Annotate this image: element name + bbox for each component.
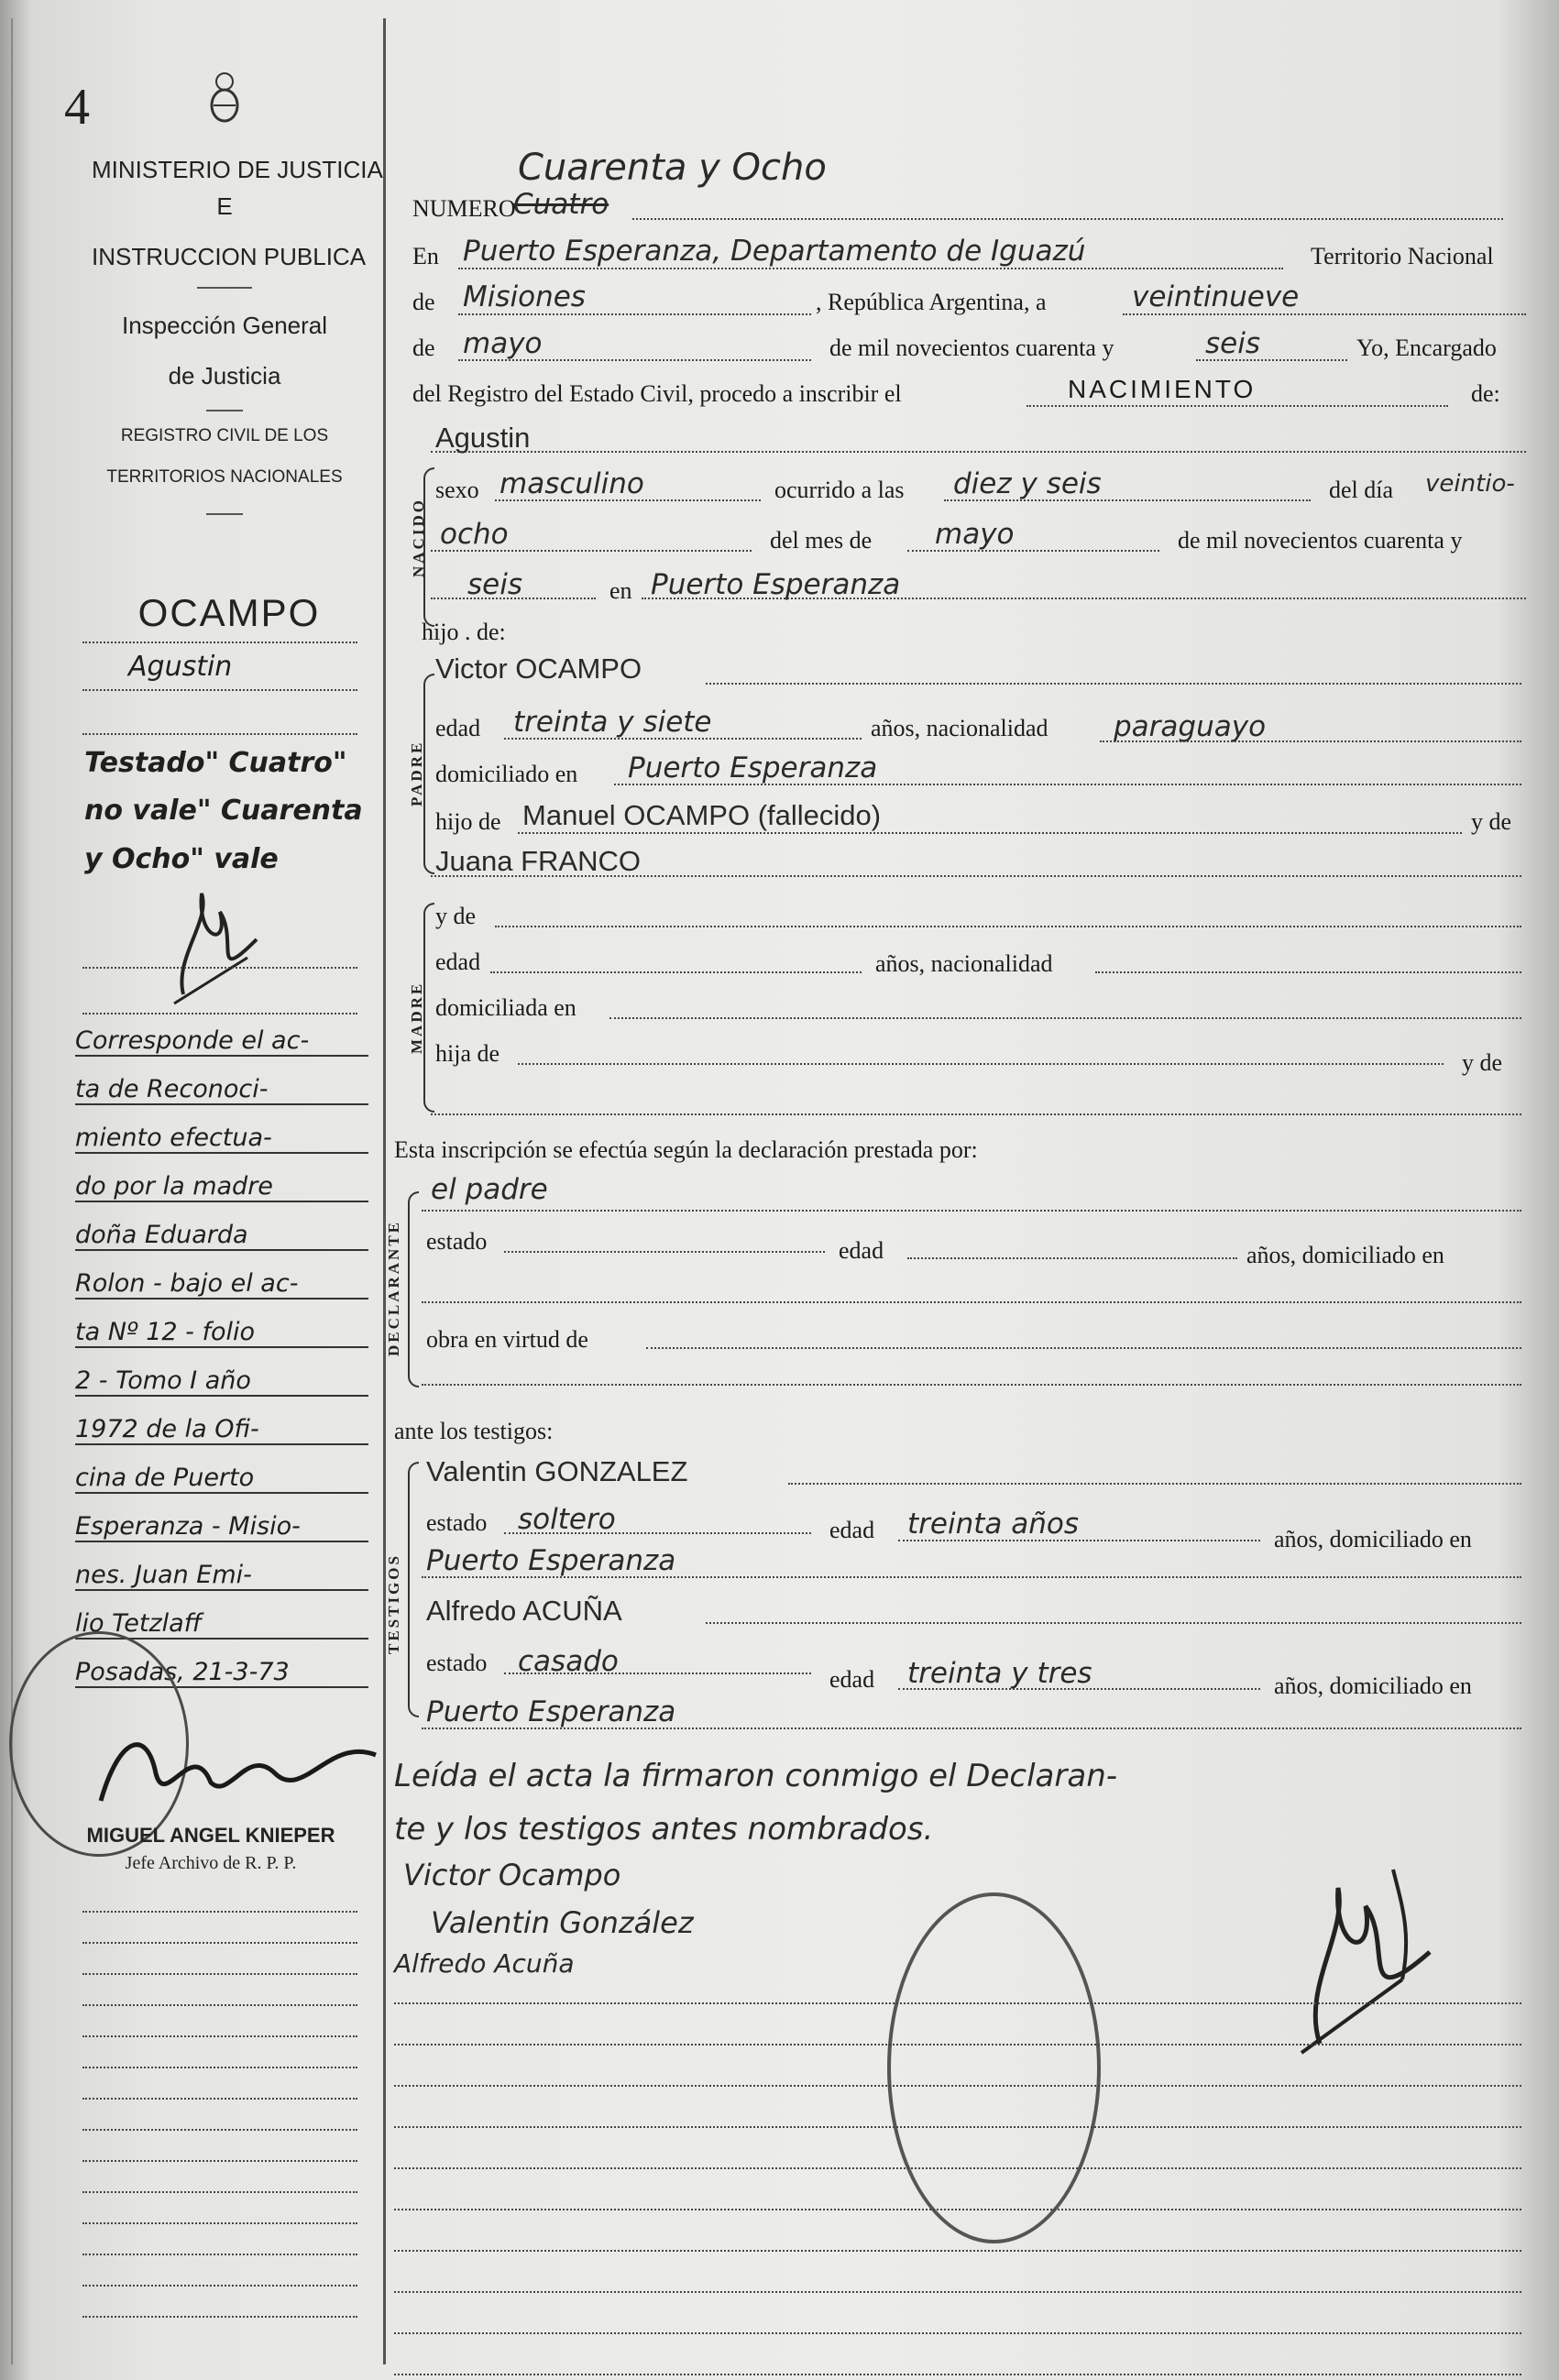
form-label: de mil novecientos cuarenta y	[1178, 527, 1463, 554]
ministry-line1: MINISTERIO DE JUSTICIA	[92, 156, 383, 183]
form-rule	[394, 2167, 1521, 2169]
sidebar-rule	[82, 2222, 357, 2224]
registry-office-stamp	[887, 1892, 1101, 2243]
sidebar-divider	[383, 18, 386, 2364]
marginal-note-line: Esperanza - Misio-	[75, 1512, 368, 1542]
left-edge-rule	[11, 18, 13, 2364]
form-label: de	[412, 335, 435, 361]
marginal-note-line: Posadas, 21-3-73	[75, 1658, 368, 1688]
official-name: MIGUEL ANGEL KNIEPER	[86, 1824, 335, 1847]
form-rule	[458, 313, 811, 315]
ministry-line2: E	[216, 192, 233, 220]
declarant-name: el padre	[431, 1173, 548, 1206]
form-label: estado	[426, 1509, 488, 1536]
section-brace	[423, 467, 434, 627]
form-rule	[504, 1251, 825, 1253]
form-rule	[1196, 359, 1347, 361]
form-rule	[495, 499, 761, 501]
number-label: NUMERO	[412, 195, 516, 222]
marginal-note-line: nes. Juan Emi-	[75, 1561, 368, 1591]
form-label: sexo	[435, 477, 479, 503]
official-title: Jefe Archivo de R. P. P.	[125, 1853, 297, 1873]
form-label: ocurrido a las	[774, 477, 905, 503]
act-number-value: Cuarenta y Ocho	[518, 147, 827, 189]
form-label: del día	[1329, 477, 1394, 503]
father-name: Victor OCAMPO	[435, 653, 642, 685]
province: Misiones	[463, 280, 586, 313]
sidebar-note-line: no vale" Cuarenta	[84, 795, 363, 827]
marginal-note-line: Corresponde el ac-	[75, 1026, 368, 1057]
form-label: , República Argentina, a	[816, 289, 1047, 315]
registry-year: seis	[1205, 327, 1260, 360]
act-number-struck: Cuatro	[513, 188, 609, 221]
form-label: y de	[1471, 808, 1512, 835]
form-label: estado	[426, 1228, 488, 1255]
sidebar-rule	[82, 2004, 357, 2006]
form-rule	[431, 598, 596, 599]
form-rule	[1095, 971, 1521, 973]
sidebar-rule	[82, 2035, 357, 2037]
form-rule	[504, 1532, 811, 1534]
form-label: de	[412, 289, 435, 315]
form-label: de:	[1471, 380, 1500, 407]
form-rule	[646, 1347, 1521, 1349]
sidebar-rule	[82, 2160, 357, 2162]
form-label: edad	[435, 949, 481, 975]
sidebar-rule	[82, 2067, 357, 2068]
form-rule	[706, 1622, 1521, 1624]
section-padre-label: PADRE	[408, 740, 425, 806]
form-rule	[1100, 740, 1521, 742]
form-rule	[431, 1113, 1521, 1115]
registrar-signature-icon	[1265, 1851, 1448, 2062]
official-signature-icon	[92, 1718, 385, 1819]
sidebar-separator	[206, 410, 243, 411]
inspection-line2: de Justicia	[168, 362, 281, 389]
form-rule	[422, 1576, 1521, 1578]
marginal-note-line: do por la madre	[75, 1172, 368, 1202]
birth-hour: diez y seis	[953, 467, 1102, 500]
sidebar-note-line: y Ocho" vale	[84, 843, 279, 875]
witness2-name: Alfredo ACUÑA	[426, 1595, 622, 1627]
form-rule	[422, 1210, 1521, 1212]
form-rule	[898, 1540, 1260, 1541]
form-rule	[1027, 405, 1448, 407]
sidebar-separator	[206, 513, 243, 515]
sidebar-rule	[82, 967, 357, 969]
form-rule	[907, 1257, 1237, 1259]
marginal-note-line: doña Eduarda	[75, 1221, 368, 1251]
marginal-note-line: lio Tetzlaff	[75, 1609, 368, 1640]
form-rule	[898, 1688, 1260, 1690]
sidebar-surname: OCAMPO	[137, 591, 321, 634]
witness2-status: casado	[518, 1645, 619, 1678]
form-rule	[431, 550, 752, 552]
signature-witness2: Alfredo Acuña	[394, 1948, 575, 1979]
section-brace	[423, 903, 434, 1113]
form-rule	[504, 1673, 811, 1674]
form-rule	[1123, 313, 1526, 315]
form-rule	[632, 218, 1503, 220]
sidebar-rule	[82, 2191, 357, 2193]
form-label: años, domiciliado en	[1274, 1673, 1472, 1699]
section-madre-label: MADRE	[408, 981, 425, 1054]
marginal-note-line: miento efectua-	[75, 1124, 368, 1154]
form-rule	[431, 451, 1526, 453]
form-rule	[394, 2374, 1521, 2375]
section-brace	[408, 1462, 419, 1717]
form-label: En	[412, 243, 439, 269]
form-rule	[706, 683, 1521, 685]
sidebar-rule	[82, 1973, 357, 1975]
form-rule	[518, 1063, 1444, 1065]
form-label: domiciliada en	[435, 994, 576, 1021]
witness1-name: Valentin GONZALEZ	[426, 1455, 688, 1487]
form-label: hija de	[435, 1040, 500, 1067]
witness1-age: treinta años	[907, 1508, 1079, 1541]
registry-line1: REGISTRO CIVIL DE LOS	[120, 426, 329, 445]
section-declarante-label: DECLARANTE	[385, 1219, 402, 1356]
form-label: años, domiciliado en	[1274, 1526, 1472, 1552]
form-rule	[609, 1017, 1521, 1019]
signature-witness1: Valentin González	[431, 1905, 694, 1940]
form-rule	[490, 971, 862, 973]
sidebar-note-line: Testado" Cuatro"	[84, 747, 347, 779]
sidebar-rule	[82, 689, 357, 691]
form-label: años, nacionalidad	[875, 950, 1053, 977]
form-label: en	[609, 577, 632, 604]
registry-day: veintinueve	[1132, 280, 1300, 313]
form-rule	[394, 2291, 1521, 2293]
witness2-age: treinta y tres	[907, 1657, 1092, 1690]
sidebar-rule	[82, 733, 357, 735]
signature-declarant: Victor Ocampo	[403, 1858, 621, 1892]
form-rule	[394, 2250, 1521, 2252]
witnesses-intro: ante los testigos:	[394, 1418, 554, 1444]
section-brace	[423, 674, 434, 874]
sidebar-separator	[197, 287, 252, 289]
ministry-line3: INSTRUCCION PUBLICA	[92, 243, 367, 270]
form-rule	[394, 2002, 1521, 2004]
page-number: 4	[64, 79, 90, 136]
sidebar-rule	[82, 2285, 357, 2287]
sidebar-rule	[82, 1942, 357, 1944]
registry-place: Puerto Esperanza, Departamento de Iguazú	[463, 235, 1086, 268]
marginal-note-line: Rolon - bajo el ac-	[75, 1269, 368, 1300]
father-age: treinta y siete	[513, 706, 712, 739]
section-nacido-label: NACIDO	[410, 498, 427, 577]
paternal-grandmother: Juana FRANCO	[435, 845, 641, 877]
form-label: años, nacionalidad	[871, 715, 1048, 741]
form-rule	[431, 875, 1521, 877]
marginal-note-line: cina de Puerto	[75, 1464, 368, 1494]
sidebar-rule	[82, 2129, 357, 2131]
sidebar-given-name: Agustin	[128, 651, 233, 683]
witness1-status: soltero	[518, 1503, 616, 1536]
marginal-note-line: 2 - Tomo I año	[75, 1366, 368, 1397]
form-label: hijo de	[435, 808, 501, 835]
form-label: del mes de	[770, 527, 873, 554]
form-label: años, domiciliado en	[1246, 1242, 1444, 1268]
marginal-note-line: ta de Reconoci-	[75, 1075, 368, 1105]
form-rule	[422, 1727, 1521, 1729]
form-label: y de	[435, 903, 477, 929]
witness2-domicile: Puerto Esperanza	[426, 1695, 676, 1728]
form-rule	[394, 2085, 1521, 2087]
registry-month: mayo	[463, 327, 543, 360]
form-label: del Registro del Estado Civil, procedo a inscribir el	[412, 380, 902, 407]
form-rule	[394, 2126, 1521, 2128]
form-rule	[458, 359, 811, 361]
witness1-domicile: Puerto Esperanza	[426, 1544, 676, 1577]
sidebar-rule	[82, 1013, 357, 1015]
form-rule	[944, 499, 1311, 501]
paternal-grandfather: Manuel OCAMPO (fallecido)	[522, 799, 882, 831]
form-label: estado	[426, 1650, 488, 1676]
declarant-intro: Esta inscripción se efectúa según la declaración prestada por:	[394, 1136, 978, 1163]
form-rule	[518, 832, 1462, 834]
closing-line2: te y los testigos antes nombrados.	[394, 1811, 934, 1848]
child-sex: masculino	[500, 467, 644, 500]
form-label: domiciliado en	[435, 761, 578, 787]
form-label: hijo . de:	[422, 619, 506, 645]
form-rule	[422, 1384, 1521, 1386]
form-rule	[642, 598, 1526, 599]
section-testigos-label: TESTIGOS	[385, 1553, 402, 1654]
birth-day-part1: veintio-	[1425, 470, 1515, 498]
form-label: Yo, Encargado	[1356, 335, 1497, 361]
form-rule	[907, 550, 1159, 552]
closing-line1: Leída el acta la firmaron conmigo el Declaran-	[394, 1758, 1118, 1794]
sidebar-signature-icon	[156, 884, 266, 1013]
form-rule	[504, 738, 862, 740]
form-rule	[394, 2044, 1521, 2045]
birth-place: Puerto Esperanza	[651, 568, 901, 601]
birth-year: seis	[467, 568, 522, 601]
form-rule	[394, 2332, 1521, 2334]
form-rule	[394, 2209, 1521, 2210]
coat-of-arms-icon	[206, 69, 243, 124]
sidebar-rule	[82, 642, 357, 643]
sidebar-rule	[82, 2254, 357, 2255]
form-label: edad	[829, 1517, 875, 1543]
sidebar-rule	[82, 2316, 357, 2318]
birth-day-part2: ocho	[440, 518, 509, 551]
inspection-line1: Inspección General	[121, 312, 328, 339]
form-label: edad	[435, 715, 481, 741]
sidebar-rule	[82, 1911, 357, 1913]
sidebar-rule	[82, 2098, 357, 2100]
marginal-note-line: ta Nº 12 - folio	[75, 1318, 368, 1348]
child-name: Agustin	[435, 422, 531, 454]
act-type: NACIMIENTO	[1068, 375, 1257, 403]
marginal-note-line: 1972 de la Ofi-	[75, 1415, 368, 1445]
form-label: y de	[1462, 1049, 1503, 1076]
form-label: Territorio Nacional	[1311, 243, 1494, 269]
form-rule	[788, 1483, 1521, 1485]
form-label: de mil novecientos cuarenta y	[829, 335, 1114, 361]
section-brace	[408, 1191, 419, 1387]
form-rule	[495, 926, 1521, 927]
form-rule	[614, 784, 1521, 785]
father-domicile: Puerto Esperanza	[628, 751, 878, 784]
registry-line2: TERRITORIOS NACIONALES	[106, 467, 343, 487]
form-label: edad	[839, 1237, 884, 1264]
form-label: obra en virtud de	[426, 1326, 588, 1353]
form-label: edad	[829, 1666, 875, 1693]
birth-month: mayo	[935, 518, 1015, 551]
form-rule	[422, 1301, 1521, 1303]
father-nationality: paraguayo	[1114, 710, 1267, 743]
form-rule	[458, 268, 1283, 269]
